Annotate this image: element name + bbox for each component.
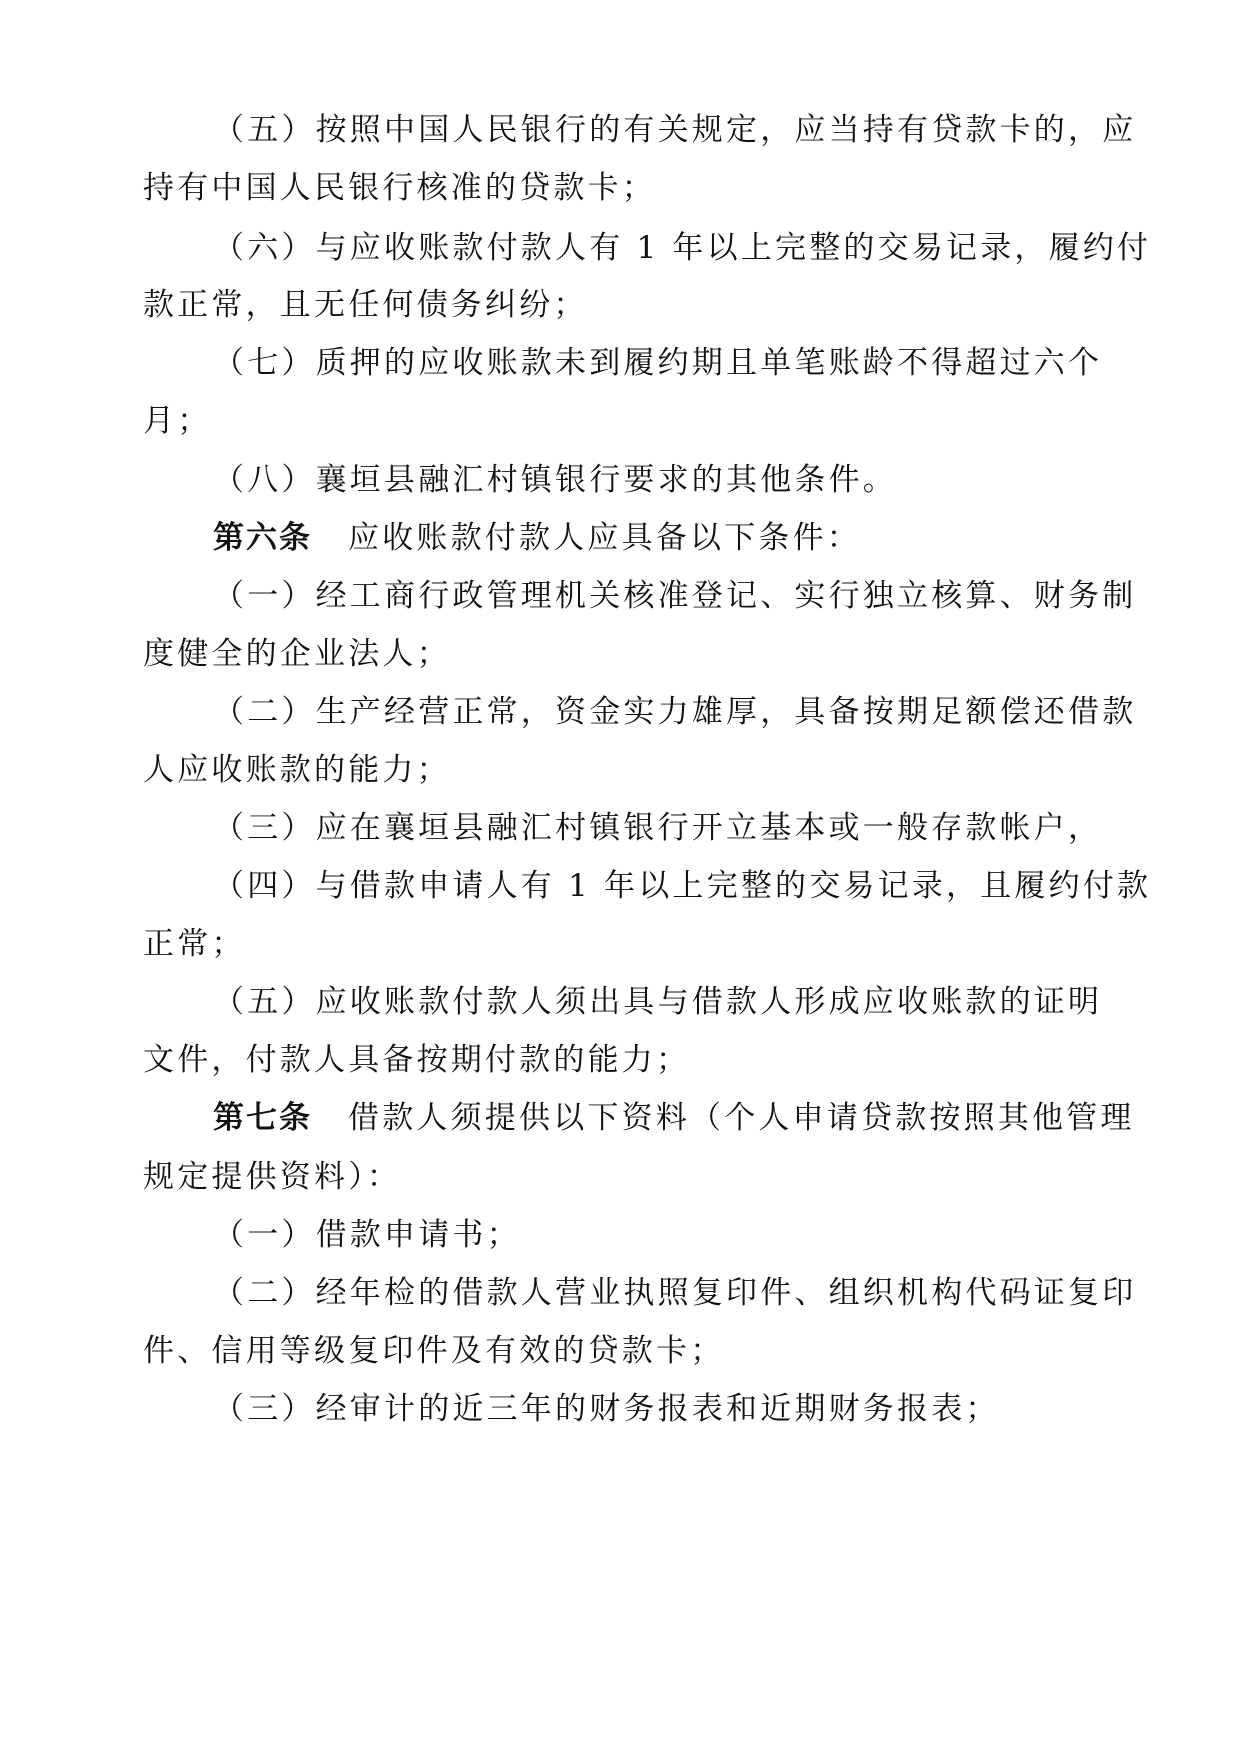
text-line: （四）与借款申请人有 1 年以上完整的交易记录，且履约付款 (213, 868, 1152, 904)
text-line: 规定提供资料）： (143, 1159, 402, 1195)
text-line: （五）按照中国人民银行的有关规定，应当持有贷款卡的，应 (213, 112, 1137, 148)
text-line: 正常； (143, 926, 246, 962)
article-6-title: 第六条 (213, 520, 312, 556)
text-line: 度健全的企业法人； (143, 636, 451, 672)
text-line: 文件，付款人具备按期付款的能力； (143, 1042, 691, 1078)
text-line: 件、信用等级复印件及有效的贷款卡； (143, 1333, 725, 1369)
text-line: （七）质押的应收账款未到履约期且单笔账龄不得超过六个 (213, 345, 1103, 381)
text-line: （二）生产经营正常，资金实力雄厚，具备按期足额偿还借款 (213, 694, 1137, 730)
text-line: 款正常，且无任何债务纠纷； (143, 287, 588, 323)
text-line: 月； (143, 403, 212, 439)
text-line: 持有中国人民银行核准的贷款卡； (143, 170, 656, 206)
text-line: （八）襄垣县融汇村镇银行要求的其他条件。 (213, 462, 897, 498)
text-line: （一）经工商行政管理机关核准登记、实行独立核算、财务制 (213, 578, 1137, 614)
text-line: （三）经审计的近三年的财务报表和近期财务报表； (213, 1391, 1000, 1427)
text-line: （五）应收账款付款人须出具与借款人形成应收账款的证明 (213, 984, 1103, 1020)
article-7-title: 第七条 (213, 1100, 312, 1136)
text-line: 人应收账款的能力； (143, 752, 451, 788)
article-7-line (213, 1098, 1135, 1138)
text-line: （三）应在襄垣县融汇村镇银行开立基本或一般存款帐户， (213, 810, 1103, 846)
text-line: （一）借款申请书； (213, 1217, 521, 1253)
article-6-text: 应收账款付款人应具备以下条件： (348, 520, 861, 556)
article-7-text: 借款人须提供以下资料（个人申请贷款按照其他管理 (348, 1100, 1135, 1136)
text-line: （二）经年检的借款人营业执照复印件、组织机构代码证复印 (213, 1275, 1137, 1311)
text-line: （六）与应收账款付款人有 1 年以上完整的交易记录，履约付 (213, 230, 1152, 266)
article-6-line (213, 518, 1103, 558)
